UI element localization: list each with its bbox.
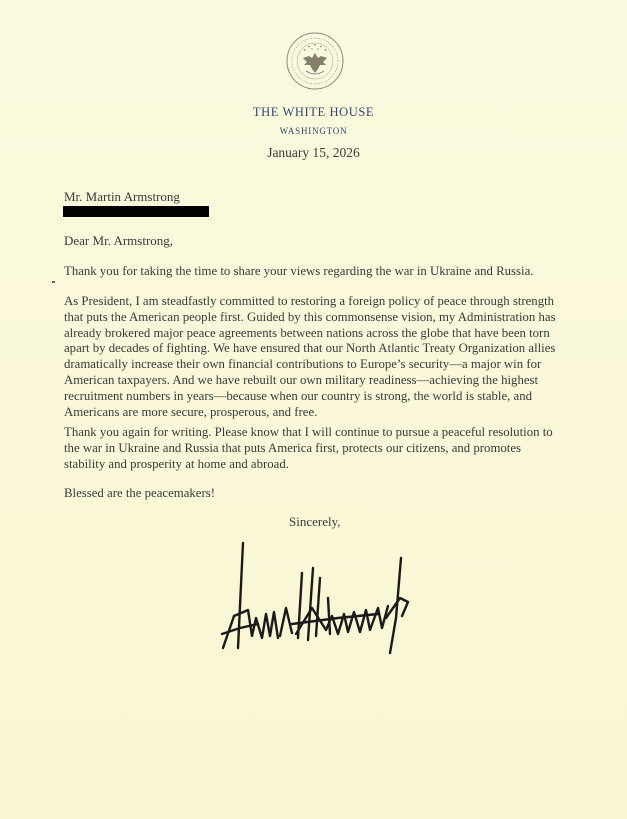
paragraph-2: As President, I am steadfastly committed to restoring a foreign policy of peace through strength that puts the American people first. Guided by this commonsense vision, my Administration has already brokered major peace agreements between nations across the globe that have been torn apart by decades of fighting. We have ensured that our North Atlantic Treaty Organization allies dramatically increase their own financial contributions to Europe’s security—a major win for American taxpayers. And we have rebuilt our own military readiness—achieving the highest recruitment numbers in years—because when our country is strong, the world is stable, and Americans are more secure, prosperous, and free. <box>64 294 556 419</box>
paragraph-3: Thank you again for writing. Please know that I will continue to pursue a peaceful resolution to the war in Ukraine and Russia that puts America first, protects our citizens, and promotes stability and prosperity at home and abroad. <box>64 425 553 471</box>
letter-date: January 15, 2026 <box>267 145 360 160</box>
paragraph-4: Blessed are the peacemakers! <box>64 486 215 500</box>
salutation: Dear Mr. Armstrong, <box>64 233 174 248</box>
recipient-name: Mr. Martin Armstrong <box>64 189 180 204</box>
letterhead-subtitle: WASHINGTON <box>279 126 348 136</box>
redacted-address-bar <box>63 206 209 217</box>
closing: Sincerely, <box>289 514 341 529</box>
paragraph-1: Thank you for taking the time to share your views regarding the war in Ukraine and Russia. <box>64 264 534 278</box>
margin-mark <box>52 281 55 283</box>
handwritten-signature <box>218 538 418 663</box>
letterhead-title: THE WHITE HOUSE <box>252 105 375 119</box>
presidential-seal-icon <box>285 31 345 91</box>
